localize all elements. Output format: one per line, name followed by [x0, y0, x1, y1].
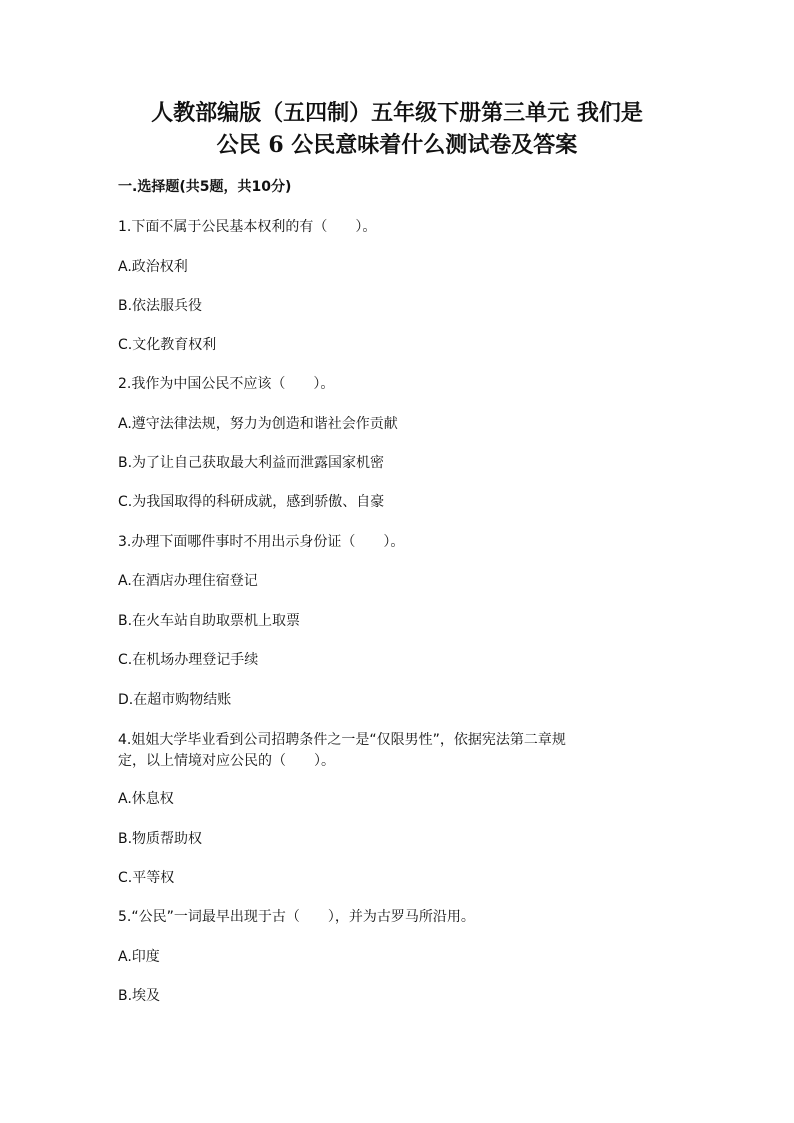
question-4-stem-line-1: 4.姐姐大学毕业看到公司招聘条件之一是“仅限男性”，依据宪法第二章规: [118, 732, 566, 748]
question-4-option-c: C.平等权: [118, 870, 175, 886]
question-3-option-d: D.在超市购物结账: [118, 692, 232, 708]
question-1-option-c: C.文化教育权利: [118, 337, 217, 353]
question-2-stem: 2.我作为中国公民不应该（ ）。: [118, 376, 335, 392]
question-5-option-b: B.埃及: [118, 988, 161, 1004]
question-3-option-b: B.在火车站自助取票机上取票: [118, 613, 301, 629]
question-1-option-b: B.依法服兵役: [118, 298, 203, 314]
question-1-stem: 1.下面不属于公民基本权利的有（ ）。: [118, 219, 377, 235]
question-1-option-a: A.政治权利: [118, 259, 188, 275]
question-4-option-b: B.物质帮助权: [118, 831, 203, 847]
question-4-stem-line-2: 定，以上情境对应公民的（ ）。: [118, 753, 335, 769]
question-3-option-c: C.在机场办理登记手续: [118, 652, 259, 668]
question-2-option-c: C.为我国取得的科研成就，感到骄傲、自豪: [118, 494, 385, 510]
section-heading: 一.选择题(共5题，共10分): [118, 179, 292, 195]
document-title-line-1: 人教部编版（五四制）五年级下册第三单元 我们是: [151, 100, 643, 126]
document-title-line-2: 公民 6 公民意味着什么测试卷及答案: [216, 132, 578, 158]
question-2-option-b: B.为了让自己获取最大利益而泄露国家机密: [118, 455, 385, 471]
question-5-option-a: A.印度: [118, 949, 160, 965]
question-3-stem: 3.办理下面哪件事时不用出示身份证（ ）。: [118, 534, 405, 550]
question-2-option-a: A.遵守法律法规，努力为创造和谐社会作贡献: [118, 416, 398, 432]
question-3-option-a: A.在酒店办理住宿登记: [118, 573, 258, 589]
question-5-stem: 5.“公民”一词最早出现于古（ ），并为古罗马所沿用。: [118, 909, 475, 925]
question-4-option-a: A.休息权: [118, 791, 174, 807]
